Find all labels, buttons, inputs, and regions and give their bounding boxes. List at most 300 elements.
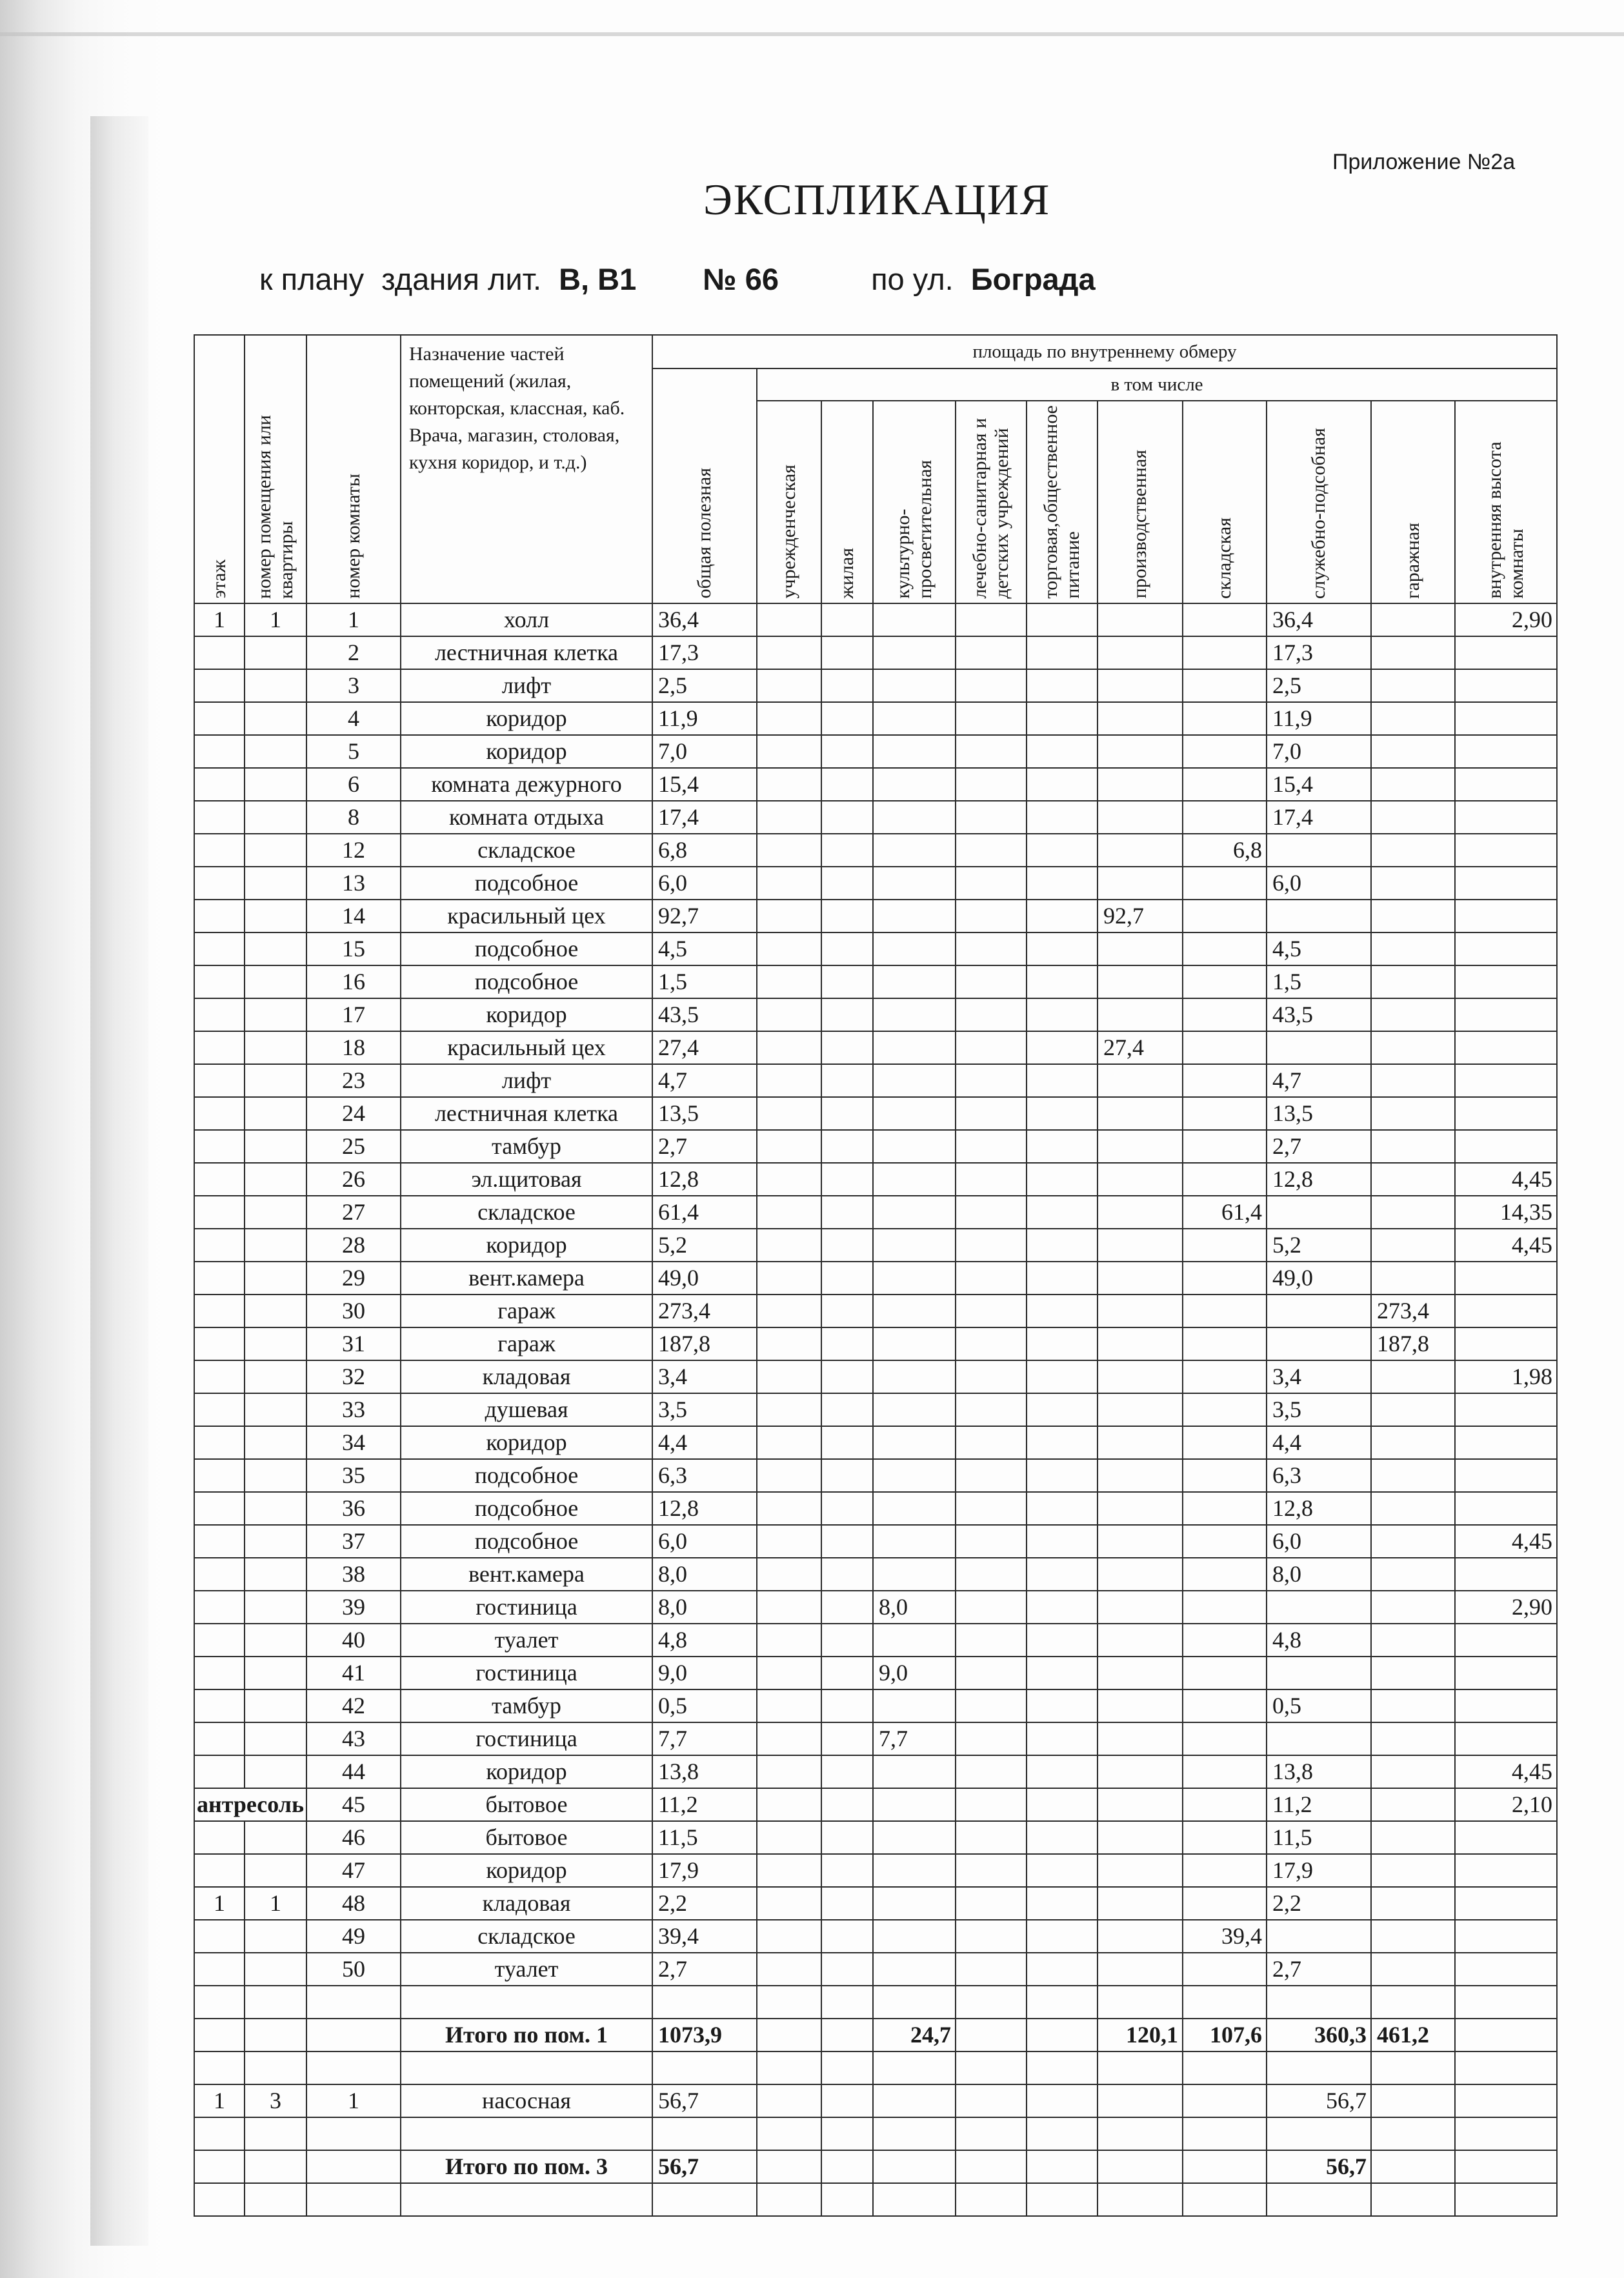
table-cell	[821, 1031, 873, 1064]
table-row	[194, 1426, 1557, 1459]
table-cell	[194, 1854, 245, 1887]
header-area-group: площадь по внутреннему обмеру	[652, 335, 1557, 368]
room-number-cell: 30	[306, 1295, 401, 1327]
table-cell	[757, 1031, 821, 1064]
apartment-cell	[245, 1031, 306, 1064]
service-area-cell: 0,5	[1267, 1689, 1371, 1722]
table-cell	[873, 1854, 956, 1887]
room-number-cell: 1	[306, 2084, 401, 2117]
table-row	[194, 1887, 1557, 1920]
table-cell	[873, 1953, 956, 1986]
service-area-cell: 4,8	[1267, 1624, 1371, 1657]
table-cell	[956, 1591, 1027, 1624]
table-cell	[821, 1196, 873, 1229]
purpose-cell: подсобное	[401, 965, 652, 998]
table-cell	[821, 636, 873, 669]
floor-cell	[194, 1360, 245, 1393]
warehouse-area-cell: 61,4	[1183, 1196, 1267, 1229]
blank-row	[194, 2051, 1557, 2084]
table-cell	[1027, 1229, 1098, 1262]
warehouse-area-cell	[1183, 702, 1267, 735]
table-cell	[757, 1163, 821, 1196]
purpose-cell: лифт	[401, 669, 652, 702]
floor-cell	[194, 1064, 245, 1097]
floor-cell	[194, 1755, 245, 1788]
header-purpose: Назначение частей помещений (жилая, конторская, классная, каб. Врача, магазин, столовая, кухня коридор, и т.д.)	[401, 335, 652, 603]
purpose-cell: складское	[401, 1920, 652, 1953]
cultural-area-cell	[873, 768, 956, 801]
apartment-cell: 1	[245, 1887, 306, 1920]
cultural-area-cell	[873, 735, 956, 768]
total-area-cell: 8,0	[652, 1591, 757, 1624]
apartment-cell	[245, 801, 306, 834]
warehouse-area-cell	[1183, 1657, 1267, 1689]
table-row	[194, 603, 1557, 636]
height-cell: 2,90	[1455, 603, 1557, 636]
service-area-cell	[1267, 1657, 1371, 1689]
height-cell	[1455, 1722, 1557, 1755]
header-warehouse: складская	[1183, 401, 1267, 603]
table-cell	[757, 1196, 821, 1229]
table-cell	[1371, 2084, 1455, 2117]
service-area-cell	[1267, 1031, 1371, 1064]
empty-cell	[873, 2117, 956, 2150]
table-cell	[1027, 636, 1098, 669]
cultural-area-cell	[873, 636, 956, 669]
total-area-cell: 56,7	[652, 2150, 757, 2183]
cultural-area-cell	[873, 669, 956, 702]
table-cell	[1183, 1854, 1267, 1887]
production-area-cell	[1098, 702, 1183, 735]
room-number-cell: 47	[306, 1854, 401, 1887]
service-area-cell: 15,4	[1267, 768, 1371, 801]
total-area-cell: 5,2	[652, 1229, 757, 1262]
table-cell	[757, 1788, 821, 1821]
table-cell	[821, 1360, 873, 1393]
cultural-area-cell	[873, 998, 956, 1031]
empty-cell	[401, 2183, 652, 2216]
purpose-cell: лифт	[401, 1064, 652, 1097]
height-cell	[1455, 1657, 1557, 1689]
room-number-cell: 48	[306, 1887, 401, 1920]
total-area-cell: 0,5	[652, 1689, 757, 1722]
table-cell	[821, 1591, 873, 1624]
production-area-cell	[1098, 1558, 1183, 1591]
table-row	[194, 1163, 1557, 1196]
garage-area-cell	[1371, 1031, 1455, 1064]
warehouse-area-cell	[1183, 1953, 1267, 1986]
service-area-cell: 8,0	[1267, 1558, 1371, 1591]
room-number-cell: 8	[306, 801, 401, 834]
table-row	[194, 998, 1557, 1031]
table-cell	[757, 1887, 821, 1920]
height-cell	[1455, 1064, 1557, 1097]
garage-area-cell	[1371, 1459, 1455, 1492]
floor-cell	[194, 1558, 245, 1591]
garage-area-cell	[1371, 1525, 1455, 1558]
table-cell	[956, 2084, 1027, 2117]
table-row	[194, 1821, 1557, 1854]
floor-cell	[194, 1591, 245, 1624]
total-area-cell: 7,0	[652, 735, 757, 768]
table-row	[194, 932, 1557, 965]
table-cell	[956, 834, 1027, 867]
warehouse-area-cell	[1183, 1459, 1267, 1492]
table-cell	[956, 1624, 1027, 1657]
table-cell	[1371, 1953, 1455, 1986]
room-number-cell: 17	[306, 998, 401, 1031]
height-cell	[1455, 801, 1557, 834]
table-cell	[956, 900, 1027, 932]
height-cell	[1455, 1262, 1557, 1295]
apartment-cell	[245, 1327, 306, 1360]
table-cell	[1098, 1854, 1183, 1887]
room-number-cell: 37	[306, 1525, 401, 1558]
table-cell	[956, 1459, 1027, 1492]
floor-cell	[194, 1130, 245, 1163]
production-area-cell	[1098, 1624, 1183, 1657]
height-cell	[1455, 834, 1557, 867]
total-area-cell: 36,4	[652, 603, 757, 636]
total-area-cell: 12,8	[652, 1492, 757, 1525]
production-area-cell	[1098, 1689, 1183, 1722]
apartment-cell	[245, 932, 306, 965]
warehouse-area-cell	[1183, 1887, 1267, 1920]
apartment-cell	[245, 965, 306, 998]
table-cell	[821, 735, 873, 768]
apartment-cell	[245, 1130, 306, 1163]
floor-cell	[194, 965, 245, 998]
table-cell	[956, 1887, 1027, 1920]
table-cell	[1027, 1064, 1098, 1097]
garage-area-cell	[1371, 603, 1455, 636]
production-area-cell	[1098, 1229, 1183, 1262]
header-institutional: учрежденческая	[757, 401, 821, 603]
purpose-cell: складское	[401, 1196, 652, 1229]
garage-total-cell: 461,2	[1371, 2019, 1455, 2051]
floor-cell	[194, 1722, 245, 1755]
table-cell	[956, 2150, 1027, 2183]
table-row	[194, 1788, 1557, 1821]
table-cell	[757, 1657, 821, 1689]
floor-cell	[194, 932, 245, 965]
table-cell	[956, 867, 1027, 900]
floor-cell	[194, 1262, 245, 1295]
service-area-cell: 13,5	[1267, 1097, 1371, 1130]
total-area-cell: 8,0	[652, 1558, 757, 1591]
floor-cell	[194, 1492, 245, 1525]
table-row	[194, 801, 1557, 834]
table-cell	[757, 1295, 821, 1327]
empty-cell	[306, 1986, 401, 2019]
cultural-area-cell	[873, 603, 956, 636]
table-cell	[956, 768, 1027, 801]
empty-cell	[401, 1986, 652, 2019]
table-cell	[1027, 900, 1098, 932]
table-header	[194, 335, 1557, 603]
cultural-area-cell	[873, 1295, 956, 1327]
table-cell	[956, 1854, 1027, 1887]
table-cell	[1027, 768, 1098, 801]
table-cell	[821, 2019, 873, 2051]
table-cell	[1027, 1393, 1098, 1426]
room-number-cell: 34	[306, 1426, 401, 1459]
empty-cell	[1371, 2183, 1455, 2216]
purpose-cell: подсобное	[401, 1525, 652, 1558]
garage-area-cell	[1371, 1229, 1455, 1262]
cultural-area-cell: 9,0	[873, 1657, 956, 1689]
floor-cell	[194, 1295, 245, 1327]
empty-cell	[1455, 1986, 1557, 2019]
purpose-cell: подсобное	[401, 867, 652, 900]
service-area-cell	[1267, 1722, 1371, 1755]
empty-cell	[821, 2051, 873, 2084]
warehouse-area-cell: 6,8	[1183, 834, 1267, 867]
table-row	[194, 1229, 1557, 1262]
table-row	[194, 1657, 1557, 1689]
table-cell	[1027, 834, 1098, 867]
table-cell	[956, 1163, 1027, 1196]
room-number-cell: 5	[306, 735, 401, 768]
table-cell	[956, 1130, 1027, 1163]
garage-area-cell	[1371, 1426, 1455, 1459]
floor-cell	[194, 801, 245, 834]
apartment-cell	[245, 1953, 306, 1986]
total-area-cell: 56,7	[652, 2084, 757, 2117]
room-number-cell: 27	[306, 1196, 401, 1229]
garage-area-cell	[1371, 801, 1455, 834]
table-cell	[757, 1755, 821, 1788]
height-cell	[1455, 1821, 1557, 1854]
table-cell	[757, 932, 821, 965]
warehouse-area-cell	[1183, 1591, 1267, 1624]
table-cell	[757, 1360, 821, 1393]
building-label: здания лит.	[381, 262, 542, 296]
cultural-area-cell	[873, 1360, 956, 1393]
service-area-cell: 6,3	[1267, 1459, 1371, 1492]
floor-cell	[194, 1229, 245, 1262]
purpose-cell: туалет	[401, 1953, 652, 1986]
table-cell	[245, 1854, 306, 1887]
table-cell	[757, 1262, 821, 1295]
table-cell	[757, 1953, 821, 1986]
table-row	[194, 965, 1557, 998]
table-cell	[757, 768, 821, 801]
height-cell	[1455, 998, 1557, 1031]
height-cell	[1455, 1097, 1557, 1130]
empty-cell	[245, 2051, 306, 2084]
total-area-cell: 11,9	[652, 702, 757, 735]
purpose-cell: коридор	[401, 1426, 652, 1459]
table-cell	[1371, 1920, 1455, 1953]
table-cell	[821, 1920, 873, 1953]
table-cell	[821, 1689, 873, 1722]
cultural-total-cell: 24,7	[873, 2019, 956, 2051]
service-area-cell	[1267, 1327, 1371, 1360]
room-number-cell: 18	[306, 1031, 401, 1064]
apartment-cell	[245, 1558, 306, 1591]
table-cell	[757, 1229, 821, 1262]
purpose-cell: гостиница	[401, 1722, 652, 1755]
table-cell	[1027, 1525, 1098, 1558]
table-cell	[956, 1788, 1027, 1821]
apartment-cell	[245, 1393, 306, 1426]
header-garage: гаражная	[1371, 401, 1455, 603]
height-cell: 1,98	[1455, 1360, 1557, 1393]
table-row	[194, 1525, 1557, 1558]
service-area-cell: 56,7	[1267, 2084, 1371, 2117]
apartment-cell	[245, 1459, 306, 1492]
table-cell	[1183, 2084, 1267, 2117]
floor-cell	[194, 1624, 245, 1657]
table-cell	[757, 735, 821, 768]
room-number-cell: 42	[306, 1689, 401, 1722]
table-cell	[1455, 1953, 1557, 1986]
room-number-cell: 36	[306, 1492, 401, 1525]
table-cell	[757, 603, 821, 636]
purpose-cell: вент.камера	[401, 1558, 652, 1591]
table-row	[194, 1689, 1557, 1722]
height-cell: 4,45	[1455, 1755, 1557, 1788]
floor-cell	[194, 1920, 245, 1953]
room-number-cell: 32	[306, 1360, 401, 1393]
cultural-area-cell	[873, 834, 956, 867]
total-area-cell: 43,5	[652, 998, 757, 1031]
table-cell	[956, 1722, 1027, 1755]
service-area-cell: 2,2	[1267, 1887, 1371, 1920]
table-cell	[956, 702, 1027, 735]
table-cell	[1027, 1492, 1098, 1525]
purpose-cell: коридор	[401, 1755, 652, 1788]
table-cell	[821, 1525, 873, 1558]
table-cell	[757, 1525, 821, 1558]
table-cell	[1027, 1854, 1098, 1887]
table-cell	[821, 801, 873, 834]
production-area-cell	[1098, 1196, 1183, 1229]
table-cell	[1027, 1821, 1098, 1854]
height-cell	[1455, 1689, 1557, 1722]
empty-cell	[1098, 2117, 1183, 2150]
garage-area-cell	[1371, 965, 1455, 998]
header-apartment: номер помещения или квартиры	[245, 335, 306, 603]
table-row	[194, 1854, 1557, 1887]
table-cell	[956, 1525, 1027, 1558]
service-area-cell: 4,4	[1267, 1426, 1371, 1459]
table-row	[194, 1953, 1557, 1986]
empty-cell	[401, 2051, 652, 2084]
warehouse-area-cell	[1183, 1393, 1267, 1426]
total-area-cell: 3,4	[652, 1360, 757, 1393]
production-area-cell	[1098, 1426, 1183, 1459]
table-cell	[956, 965, 1027, 998]
street-label: по ул.	[871, 262, 954, 296]
empty-cell	[873, 1986, 956, 2019]
table-cell	[821, 998, 873, 1031]
warehouse-area-cell	[1183, 801, 1267, 834]
total-area-cell: 187,8	[652, 1327, 757, 1360]
empty-cell	[1027, 1986, 1098, 2019]
table-cell	[757, 1591, 821, 1624]
production-area-cell	[1098, 932, 1183, 965]
empty-cell	[1267, 1986, 1371, 2019]
garage-area-cell	[1371, 1130, 1455, 1163]
table-cell	[1027, 1755, 1098, 1788]
floor-cell	[194, 1097, 245, 1130]
table-cell	[1027, 801, 1098, 834]
cultural-area-cell: 7,7	[873, 1722, 956, 1755]
table-cell	[956, 932, 1027, 965]
total-area-cell: 4,5	[652, 932, 757, 965]
table-cell	[821, 867, 873, 900]
floor-cell	[194, 1196, 245, 1229]
garage-area-cell	[1371, 1755, 1455, 1788]
apartment-cell	[245, 636, 306, 669]
table-cell	[1455, 2150, 1557, 2183]
table-row	[194, 1031, 1557, 1064]
garage-area-cell	[1371, 1064, 1455, 1097]
empty-cell	[873, 2051, 956, 2084]
table-cell	[821, 965, 873, 998]
service-area-cell	[1267, 1196, 1371, 1229]
production-area-cell	[1098, 1755, 1183, 1788]
table-cell	[1098, 1953, 1183, 1986]
floor-cell	[194, 1459, 245, 1492]
total-area-cell: 27,4	[652, 1031, 757, 1064]
cultural-area-cell	[873, 1624, 956, 1657]
table-cell	[1455, 1920, 1557, 1953]
height-cell: 14,35	[1455, 1196, 1557, 1229]
table-cell	[1027, 1920, 1098, 1953]
table-cell	[956, 1821, 1027, 1854]
table-cell	[1027, 1689, 1098, 1722]
floor-cell: 1	[194, 2084, 245, 2117]
table-cell	[1098, 2084, 1183, 2117]
table-cell	[757, 1130, 821, 1163]
purpose-cell: красильный цех	[401, 1031, 652, 1064]
warehouse-area-cell	[1183, 1426, 1267, 1459]
service-area-cell: 2,5	[1267, 669, 1371, 702]
table-cell	[1027, 1722, 1098, 1755]
height-cell	[1455, 1492, 1557, 1525]
height-cell	[1455, 1130, 1557, 1163]
total-area-cell: 17,4	[652, 801, 757, 834]
total-area-cell: 3,5	[652, 1393, 757, 1426]
height-cell	[1455, 1558, 1557, 1591]
production-area-cell	[1098, 768, 1183, 801]
garage-area-cell	[1371, 867, 1455, 900]
apartment-cell	[245, 768, 306, 801]
garage-area-cell	[1371, 1393, 1455, 1426]
total-area-cell: 2,2	[652, 1887, 757, 1920]
warehouse-area-cell	[1183, 1031, 1267, 1064]
total-area-cell: 15,4	[652, 768, 757, 801]
production-area-cell	[1098, 965, 1183, 998]
empty-cell	[1183, 2183, 1267, 2216]
room-number-cell: 45	[306, 1788, 401, 1821]
purpose-cell: подсобное	[401, 1492, 652, 1525]
height-cell: 4,45	[1455, 1163, 1557, 1196]
floor-cell	[194, 998, 245, 1031]
height-cell	[1455, 1295, 1557, 1327]
total-area-cell: 9,0	[652, 1657, 757, 1689]
table-cell	[757, 1426, 821, 1459]
cultural-area-cell	[873, 1492, 956, 1525]
appendix-label: Приложение №2а	[1332, 150, 1516, 174]
table-cell	[1027, 1031, 1098, 1064]
cultural-area-cell	[873, 1327, 956, 1360]
table-row	[194, 1920, 1557, 1953]
production-area-cell	[1098, 1722, 1183, 1755]
